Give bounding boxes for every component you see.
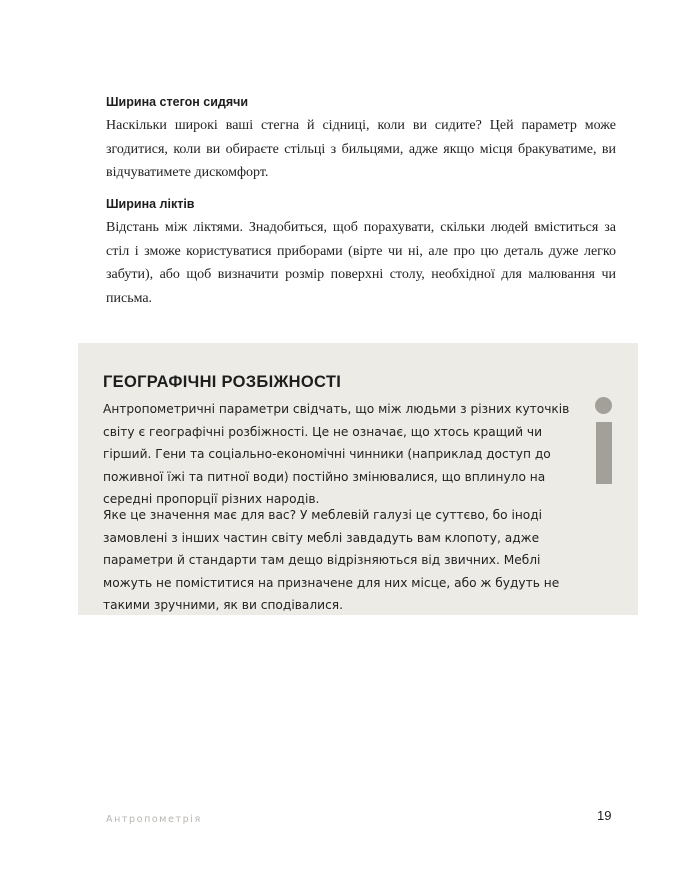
- section-body: Наскільки широкі ваші стегна й сідниці, коли ви сидите? Цей параметр може згодитися, коли ви обираєте стільці з бильцями, адже якщо місця бракуватиме, ви відчуватимете дискомфорт.: [106, 118, 616, 180]
- running-title: Антропометрія: [106, 814, 202, 825]
- section-body: Відстань між ліктями. Знадобиться, щоб порахувати, скільки людей вміститься за стіл і зможе користуватися приборами (вірте чи ні, але про цю деталь дуже легко забути), або щоб визначити розмір поверхні столу, необхідної для малювання чи письма.: [106, 220, 616, 306]
- info-icon: [594, 397, 614, 487]
- section-hip-width: [106, 94, 616, 185]
- page-number: 19: [597, 808, 612, 823]
- section-heading: Ширина ліктів: [106, 197, 195, 211]
- sidebar-paragraph: Антропометричні параметри свідчать, що між людьми з різних куточків світу є географічні розбіжності. Це не означає, що хтось кращий чи гірший. Гени та соціально-економічні чинники (наприклад доступ до поживної їжі та питної води) постійно змінювалися, що вплинуло на середні пропорції різних народів.: [103, 402, 570, 506]
- section-heading: Ширина стегон сидячи: [106, 95, 249, 109]
- info-sidebar: [78, 343, 638, 615]
- info-icon-dot: [595, 397, 612, 414]
- sidebar-title: ГЕОГРАФІЧНІ РОЗБІЖНОСТІ: [103, 373, 342, 391]
- info-icon-stem: [596, 422, 612, 484]
- sidebar-paragraph: Яке це значення має для вас? У меблевій галузі це суттєво, бо іноді замовлені з інших частин світу меблі завдадуть вам клопоту, адже параметри й стандарти там дещо відрізняються від звичних. Меблі можуть не поміститися на призначене для них місце, або ж будуть не такими зручними, як ви сподівалися.: [103, 508, 560, 612]
- section-elbow-width: [106, 196, 616, 310]
